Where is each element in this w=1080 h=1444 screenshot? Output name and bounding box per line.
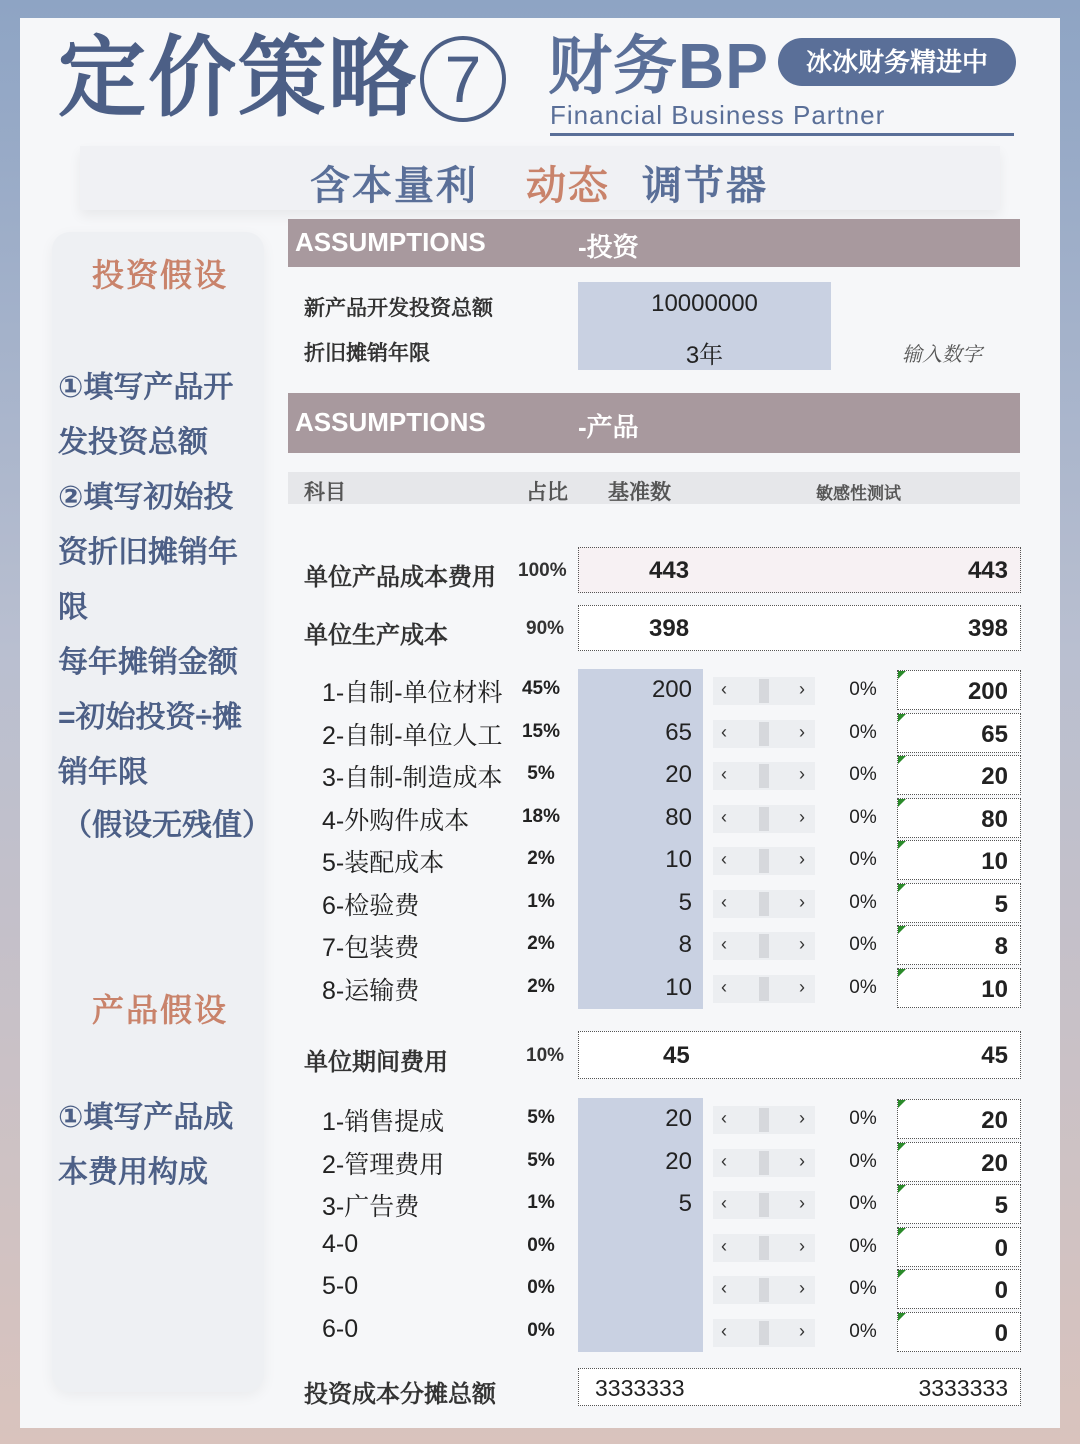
sensitivity-scrollbar[interactable]	[713, 677, 815, 705]
sensitivity-scrollbar[interactable]	[713, 1234, 815, 1262]
scroll-right-icon[interactable]: ›	[799, 891, 805, 912]
item-pct: 1%	[527, 1192, 555, 1213]
item-result: 10	[981, 848, 1008, 875]
sensitivity-scrollbar[interactable]	[713, 1319, 815, 1347]
item-name: 3-自制-制造成本	[322, 764, 503, 792]
unit-cost-result: 443	[967, 557, 1008, 584]
scroll-right-icon[interactable]: ›	[799, 1108, 805, 1128]
banner-part3: 调节器	[642, 164, 768, 208]
sidebar-invest-line: ①填写产品开	[58, 371, 234, 404]
item-result-cell	[897, 1312, 1021, 1352]
item-result-cell	[897, 713, 1021, 753]
scroll-left-icon[interactable]: ‹	[721, 1235, 727, 1256]
scroll-right-icon[interactable]: ›	[799, 721, 805, 742]
banner-part2: 动态	[526, 164, 610, 208]
item-result-cell	[897, 798, 1021, 838]
prod-cost-label: 单位生产成本	[304, 622, 448, 649]
invest-total-input[interactable]: 10000000	[651, 290, 758, 317]
item-base-input[interactable]: 20	[665, 761, 692, 788]
item-sensitivity: 0%	[849, 1150, 877, 1172]
scroll-thumb[interactable]	[759, 679, 769, 703]
period-cost-box	[578, 1031, 1021, 1079]
sidebar-invest-line: ②填写初始投	[58, 481, 234, 514]
scroll-left-icon[interactable]: ‹	[721, 764, 727, 784]
brand-title: 财务BP	[548, 30, 769, 102]
unit-cost-base: 443	[649, 557, 690, 584]
item-base-input[interactable]: 5	[678, 888, 692, 916]
item-result-cell	[897, 1227, 1021, 1267]
unit-cost-pct: 100%	[518, 560, 567, 581]
item-result-cell	[897, 968, 1021, 1008]
item-sensitivity: 0%	[849, 934, 877, 955]
scroll-left-icon[interactable]: ‹	[721, 806, 727, 827]
sensitivity-scrollbar[interactable]	[713, 1106, 815, 1134]
item-name: 7-包装费	[322, 934, 420, 962]
banner	[80, 146, 1000, 210]
sensitivity-scrollbar[interactable]	[713, 847, 815, 875]
item-sensitivity: 0%	[849, 1278, 877, 1299]
cell-comment-marker	[898, 969, 906, 977]
author-badge: 冰冰财务精进中	[778, 38, 1016, 86]
item-pct: 45%	[521, 678, 561, 699]
item-sensitivity: 0%	[849, 891, 877, 913]
item-base-input[interactable]: 20	[665, 1147, 692, 1175]
sensitivity-scrollbar[interactable]	[713, 720, 815, 748]
item-pct: 5%	[527, 1149, 555, 1171]
scroll-right-icon[interactable]: ›	[799, 1193, 805, 1213]
col-pct: 占比	[526, 481, 568, 504]
item-result: 20	[981, 1149, 1008, 1177]
item-sensitivity: 0%	[849, 1193, 877, 1214]
sidebar-invest-line: （假设无残值）	[62, 809, 272, 842]
item-pct: 5%	[527, 763, 555, 784]
item-result: 65	[981, 720, 1008, 748]
item-result-cell	[897, 1099, 1021, 1139]
scroll-right-icon[interactable]: ›	[799, 849, 805, 869]
cell-comment-marker	[898, 756, 906, 764]
item-result: 0	[994, 1319, 1008, 1347]
item-base-input[interactable]: 5	[678, 1190, 692, 1217]
item-result: 5	[994, 890, 1008, 918]
invest-years-input[interactable]: 3年	[685, 342, 724, 369]
invest-years-label: 折旧摊销年限	[304, 342, 430, 365]
scroll-left-icon[interactable]: ‹	[721, 1278, 727, 1298]
subtitle-underline	[550, 133, 1014, 136]
product-header-left: ASSUMPTIONS	[295, 407, 486, 437]
item-base-input[interactable]: 200	[651, 676, 692, 703]
prod-cost-box	[578, 605, 1021, 651]
item-sensitivity: 0%	[849, 679, 877, 700]
cell-comment-marker	[898, 1185, 906, 1193]
sensitivity-scrollbar[interactable]	[713, 1149, 815, 1177]
prod-cost-pct: 90%	[526, 618, 565, 639]
invest-alloc-box	[578, 1368, 1021, 1406]
item-result-cell	[897, 755, 1021, 795]
item-name: 2-自制-单位人工	[322, 721, 503, 750]
sidebar-invest-line: 每年摊销金额	[58, 646, 238, 679]
scroll-right-icon[interactable]: ›	[799, 1278, 805, 1298]
sidebar-product-line: 本费用构成	[58, 1156, 208, 1189]
scroll-thumb[interactable]	[759, 934, 769, 958]
sensitivity-scrollbar[interactable]	[713, 762, 815, 790]
invest-header-left: ASSUMPTIONS	[295, 227, 486, 257]
sidebar-invest-line: 销年限	[58, 756, 148, 789]
scroll-thumb[interactable]	[759, 1151, 769, 1175]
item-base-input[interactable]: 80	[665, 803, 692, 831]
item-base-input[interactable]: 10	[665, 973, 692, 1001]
scroll-thumb[interactable]	[759, 1193, 769, 1217]
item-pct: 2%	[527, 848, 555, 869]
prod-cost-result: 398	[967, 615, 1008, 642]
cell-comment-marker	[898, 926, 906, 934]
col-item: 科目	[304, 481, 346, 504]
item-sensitivity: 0%	[849, 764, 877, 785]
item-name: 5-0	[322, 1272, 359, 1300]
scroll-right-icon[interactable]: ›	[799, 764, 805, 784]
brand-subtitle: Financial Business Partner	[550, 100, 886, 130]
invest-alloc-result: 3333333	[918, 1375, 1008, 1401]
cell-comment-marker	[898, 1313, 906, 1321]
scroll-left-icon[interactable]: ‹	[721, 1320, 727, 1341]
item-name: 1-自制-单位材料	[322, 679, 503, 707]
period-cost-label: 单位期间费用	[304, 1049, 448, 1076]
item-base-input[interactable]: 20	[665, 1105, 692, 1132]
item-pct: 0%	[527, 1277, 555, 1298]
item-result: 200	[967, 678, 1008, 705]
scroll-right-icon[interactable]: ›	[799, 1235, 805, 1256]
item-result: 5	[994, 1192, 1008, 1219]
scroll-thumb[interactable]	[759, 722, 769, 746]
item-result-cell	[897, 883, 1021, 923]
invest-header	[288, 219, 1020, 267]
item-result-cell	[897, 840, 1021, 880]
sidebar-product-line: ①填写产品成	[58, 1101, 234, 1134]
sidebar-invest-heading: 投资假设	[92, 257, 229, 293]
sensitivity-scrollbar[interactable]	[713, 975, 815, 1003]
item-name: 6-检验费	[322, 891, 420, 920]
item-pct: 2%	[527, 975, 555, 997]
invest-header-right: -投资	[578, 232, 639, 262]
item-base-input[interactable]: 65	[665, 718, 692, 746]
prod-cost-base: 398	[649, 615, 690, 642]
item-sensitivity: 0%	[849, 849, 877, 870]
sidebar-invest-line: 发投资总额	[58, 426, 208, 459]
column-header-row	[288, 472, 1020, 504]
product-header-right: -产品	[578, 412, 639, 442]
item-pct: 0%	[527, 1319, 555, 1341]
scroll-right-icon[interactable]: ›	[799, 679, 805, 699]
scroll-left-icon[interactable]: ‹	[721, 1193, 727, 1213]
item-result-cell	[897, 1269, 1021, 1309]
item-name: 8-运输费	[322, 976, 420, 1005]
scroll-thumb[interactable]	[759, 849, 769, 873]
scroll-left-icon[interactable]: ‹	[721, 934, 727, 954]
item-base-input[interactable]: 10	[665, 846, 692, 873]
scroll-left-icon[interactable]: ‹	[721, 721, 727, 742]
item-name: 6-0	[322, 1314, 359, 1343]
sidebar-invest-line: 资折旧摊销年	[58, 536, 238, 569]
scroll-thumb[interactable]	[759, 977, 769, 1001]
sensitivity-scrollbar[interactable]	[713, 932, 815, 960]
item-pct: 18%	[521, 805, 561, 827]
period-cost-result: 45	[981, 1042, 1008, 1069]
scroll-thumb[interactable]	[759, 764, 769, 788]
cell-comment-marker	[898, 671, 906, 679]
item-sensitivity: 0%	[849, 806, 877, 828]
input-hint: 输入数字	[902, 344, 982, 366]
scroll-right-icon[interactable]: ›	[799, 806, 805, 827]
invest-alloc-base: 3333333	[595, 1375, 685, 1401]
cell-comment-marker	[898, 799, 906, 807]
item-pct: 2%	[527, 933, 555, 954]
scroll-thumb[interactable]	[759, 807, 769, 831]
scroll-left-icon[interactable]: ‹	[721, 1108, 727, 1128]
item-result: 20	[981, 1107, 1008, 1134]
scroll-right-icon[interactable]: ›	[799, 1320, 805, 1341]
item-sensitivity: 0%	[849, 976, 877, 998]
sensitivity-scrollbar[interactable]	[713, 890, 815, 918]
cell-comment-marker	[898, 1270, 906, 1278]
period-cost-base: 45	[663, 1042, 690, 1069]
scroll-thumb[interactable]	[759, 892, 769, 916]
unit-cost-label: 单位产品成本费用	[304, 564, 496, 591]
cell-comment-marker	[898, 1100, 906, 1108]
cell-comment-marker	[898, 884, 906, 892]
cell-comment-marker	[898, 1228, 906, 1236]
item-result-cell	[897, 925, 1021, 965]
title-number-circle: 7	[420, 36, 506, 122]
period-cost-pct: 10%	[526, 1045, 565, 1066]
item-result: 8	[994, 933, 1008, 960]
scroll-thumb[interactable]	[759, 1236, 769, 1260]
item-result: 20	[981, 763, 1008, 790]
item-sensitivity: 0%	[849, 1235, 877, 1257]
item-sensitivity: 0%	[849, 1108, 877, 1129]
item-result-cell	[897, 670, 1021, 710]
sensitivity-scrollbar[interactable]	[713, 1191, 815, 1219]
item-result: 0	[994, 1277, 1008, 1304]
col-base: 基准数	[608, 481, 671, 504]
banner-part1: 含本量利	[310, 164, 478, 208]
item-name: 3-广告费	[322, 1193, 420, 1221]
scroll-left-icon[interactable]: ‹	[721, 1150, 727, 1171]
item-result: 10	[981, 975, 1008, 1003]
unit-cost-box	[578, 547, 1021, 593]
scroll-right-icon[interactable]: ›	[799, 1150, 805, 1171]
scroll-thumb[interactable]	[759, 1108, 769, 1132]
scroll-thumb[interactable]	[759, 1278, 769, 1302]
item-name: 5-装配成本	[322, 849, 445, 877]
sidebar-invest-line: 限	[58, 591, 88, 624]
item-pct: 0%	[527, 1234, 555, 1256]
scroll-thumb[interactable]	[759, 1321, 769, 1345]
sidebar-product-heading: 产品假设	[92, 992, 229, 1028]
col-sens: 敏感性测试	[816, 484, 901, 503]
scroll-left-icon[interactable]: ‹	[721, 849, 727, 869]
item-pct: 15%	[521, 720, 561, 742]
item-pct: 1%	[527, 890, 555, 912]
item-base-input[interactable]: 8	[678, 931, 692, 958]
invest-alloc-label: 投资成本分摊总额	[304, 1381, 496, 1408]
item-sensitivity: 0%	[849, 721, 877, 743]
item-result: 80	[981, 805, 1008, 833]
scroll-left-icon[interactable]: ‹	[721, 679, 727, 699]
item-result-cell	[897, 1142, 1021, 1182]
cell-comment-marker	[898, 714, 906, 722]
item-name: 4-外购件成本	[322, 806, 470, 835]
sidebar-invest-line: =初始投资÷摊	[58, 701, 242, 734]
scroll-left-icon[interactable]: ‹	[721, 976, 727, 997]
scroll-right-icon[interactable]: ›	[799, 976, 805, 997]
item-result-cell	[897, 1184, 1021, 1224]
item-name: 2-管理费用	[322, 1150, 445, 1179]
item-sensitivity: 0%	[849, 1320, 877, 1342]
page-title: 定价策略	[58, 28, 419, 127]
sensitivity-scrollbar[interactable]	[713, 1276, 815, 1304]
cell-comment-marker	[898, 1143, 906, 1151]
item-result: 0	[994, 1234, 1008, 1262]
product-header	[288, 393, 1020, 453]
scroll-right-icon[interactable]: ›	[799, 934, 805, 954]
invest-total-label: 新产品开发投资总额	[304, 297, 493, 320]
item-name: 1-销售提成	[322, 1108, 445, 1136]
cell-comment-marker	[898, 841, 906, 849]
period-input-area	[578, 1098, 703, 1352]
scroll-left-icon[interactable]: ‹	[721, 891, 727, 912]
sensitivity-scrollbar[interactable]	[713, 805, 815, 833]
item-name: 4-0	[322, 1229, 359, 1258]
item-pct: 5%	[527, 1107, 555, 1128]
